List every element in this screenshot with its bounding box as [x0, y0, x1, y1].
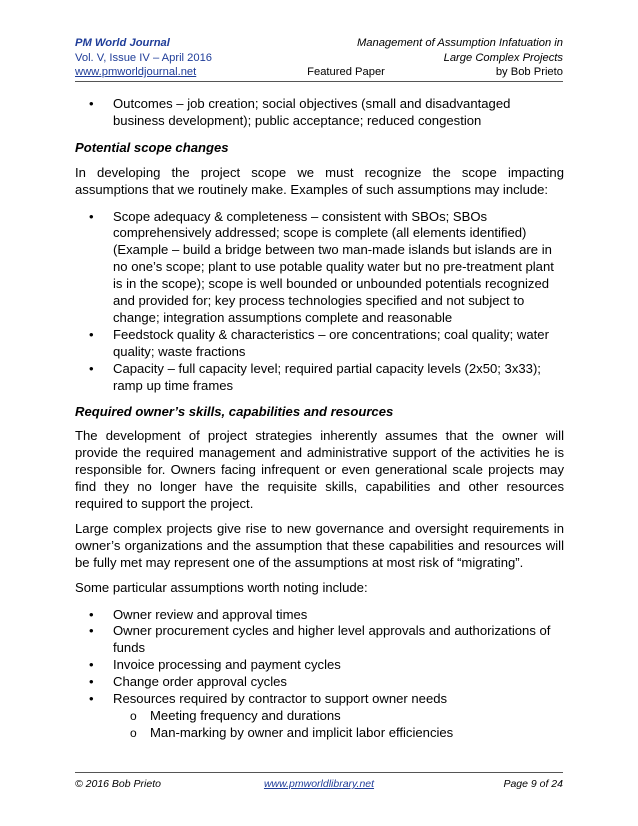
copyright: © 2016 Bob Prieto: [75, 778, 161, 790]
page-footer: [75, 778, 563, 790]
list-item: • Scope adequacy & completeness – consistent with SBOs; SBOs comprehensively addressed; scope is complete (all elements identified)(Example – build a bridge between two man-made islands but islands are in no one’s scope; plant to use potable quality water but no pre-treatment plant is in the scope); scope is well bounded or unbounded potentials recognized and provided for; key process technologies specified and not subject to change; integration assumptions complete and reasonable: [75, 209, 564, 327]
scope-bullet-list: [75, 209, 564, 395]
intro-bullet-list: [75, 96, 564, 130]
paragraph: Some particular assumptions worth noting include:: [75, 579, 368, 595]
list-item: • Feedstock quality & characteristics – ore concentrations; coal quality; water quality; waste fractions: [75, 327, 564, 361]
list-item: • Owner procurement cycles and higher level approvals and authorizations of funds: [75, 623, 564, 657]
list-item: • Owner review and approval times: [75, 607, 564, 624]
author-byline: by Bob Prieto: [495, 66, 563, 78]
library-link[interactable]: www.pmworldlibrary.net: [263, 778, 375, 790]
page-number: Page 9 of 24: [503, 778, 563, 790]
article-title-line2: Large Complex Projects: [443, 51, 563, 64]
list-item: • Capacity – full capacity level; required partial capacity levels (2x50; 3x33); ramp up time frames: [75, 361, 564, 395]
journal-issue: Vol. V, Issue IV – April 2016: [75, 51, 213, 64]
paragraph: In developing the project scope we must recognize the scope impacting assumptions that we routinely make. Examples of such assumptions may include:: [75, 164, 564, 197]
list-item: • Resources required by contractor to support owner needs: [75, 691, 564, 708]
list-item: o Man-marking by owner and implicit labor efficiencies: [75, 725, 564, 742]
section-heading-owner: Required owner’s skills, capabilities and resources: [75, 403, 394, 419]
section-heading-scope: Potential scope changes: [75, 139, 229, 155]
journal-site-link[interactable]: www.pmworldjournal.net: [75, 66, 197, 78]
paragraph: The development of project strategies inherently assumes that the owner will provide the required management and administrative support of the activities he is responsible for. Owners facing infrequent or even generational scale projects may find they no longer have the requisite skills, capabilities and other resources required to support the project.: [75, 428, 564, 512]
owner-subbullet-list: [75, 708, 564, 742]
journal-name: PM World Journal: [75, 37, 170, 49]
list-item: • Change order approval cycles: [75, 674, 564, 691]
section-label: Featured Paper: [307, 66, 385, 78]
list-item: • Invoice processing and payment cycles: [75, 657, 564, 674]
paragraph: Large complex projects give rise to new governance and oversight requirements in owner’s organizations and the assumption that these capabilities and resources will be fully met may represent one of the assumptions at most risk of “migrating”.: [75, 520, 564, 570]
footer-divider: [75, 772, 563, 773]
owner-bullet-list: [75, 607, 564, 708]
page-header: [75, 36, 563, 80]
list-item: • Outcomes – job creation; social objectives (small and disadvantaged business development); public acceptance; reduced congestion: [75, 96, 564, 130]
article-title-line1: Management of Assumption Infatuation in: [356, 37, 563, 49]
list-item: o Meeting frequency and durations: [75, 708, 564, 725]
article-body: [75, 96, 564, 742]
header-divider: [75, 81, 563, 82]
